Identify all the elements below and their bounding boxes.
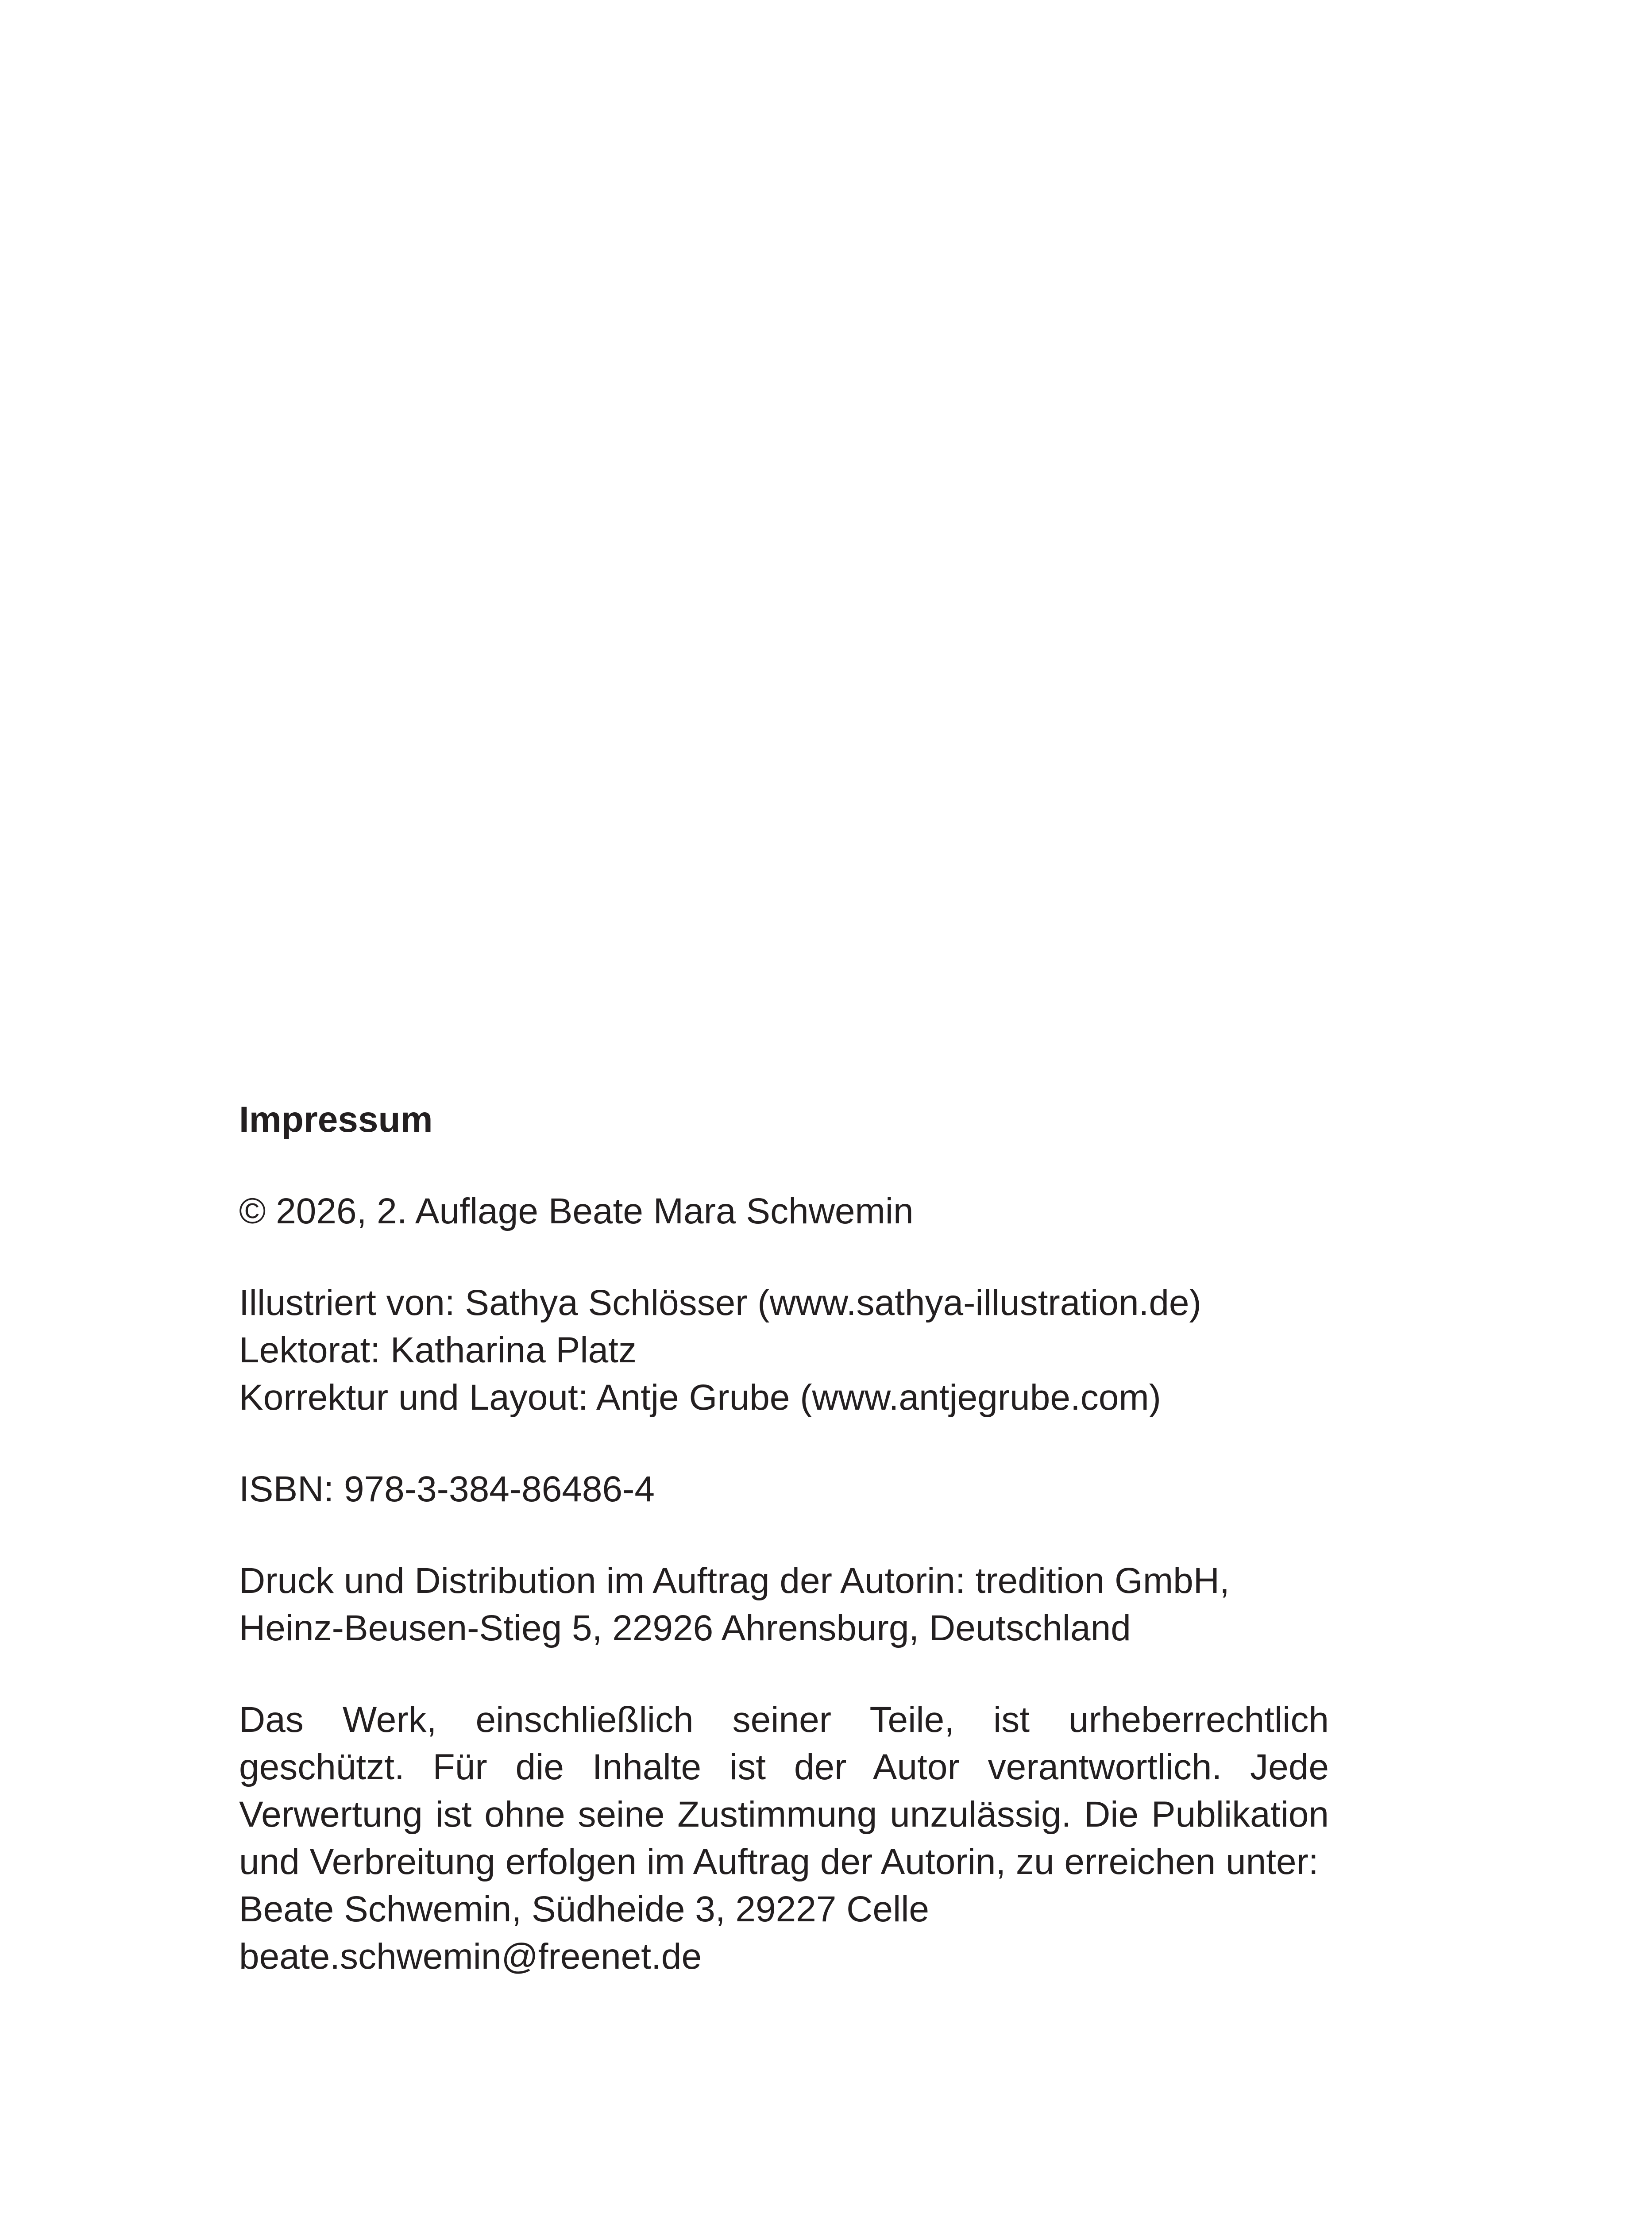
contact-email: beate.schwemin@freenet.de [239,1936,702,1977]
isbn-line: ISBN: 978-3-384-86486-4 [239,1469,655,1509]
credit-proofreading-layout: Korrektur und Layout: Antje Grube (www.antjegrube.com) [239,1377,1161,1418]
distribution-line-2: Heinz-Beusen-Stieg 5, 22926 Ahrensburg, Deutschland [239,1608,1131,1648]
distribution-line-1: Druck und Distribution im Auftrag der Autorin: tredition GmbH, [239,1561,1230,1601]
imprint-block [239,1096,1329,1980]
credit-editing: Lektorat: Katharina Platz [239,1330,637,1370]
legal-notice: Das Werk, einschließlich seiner Teile, ist urheberrechtlich geschützt. Für die Inhalte ist der Autor verantwortlich. Jede Verwertung ist ohne seine Zustimmung unzulässig. Die Publikation und Verbreitung erfolgen im Auftrag der Autorin, zu erreichen unter: [239,1700,1329,1882]
contact-address: Beate Schwemin, Südheide 3, 29227 Celle [239,1889,930,1929]
credit-illustration: Illustriert von: Sathya Schlösser (www.sathya-illustration.de) [239,1283,1201,1323]
copyright-line: © 2026, 2. Auflage Beate Mara Schwemin [239,1191,914,1231]
imprint-heading: Impressum [239,1099,433,1140]
